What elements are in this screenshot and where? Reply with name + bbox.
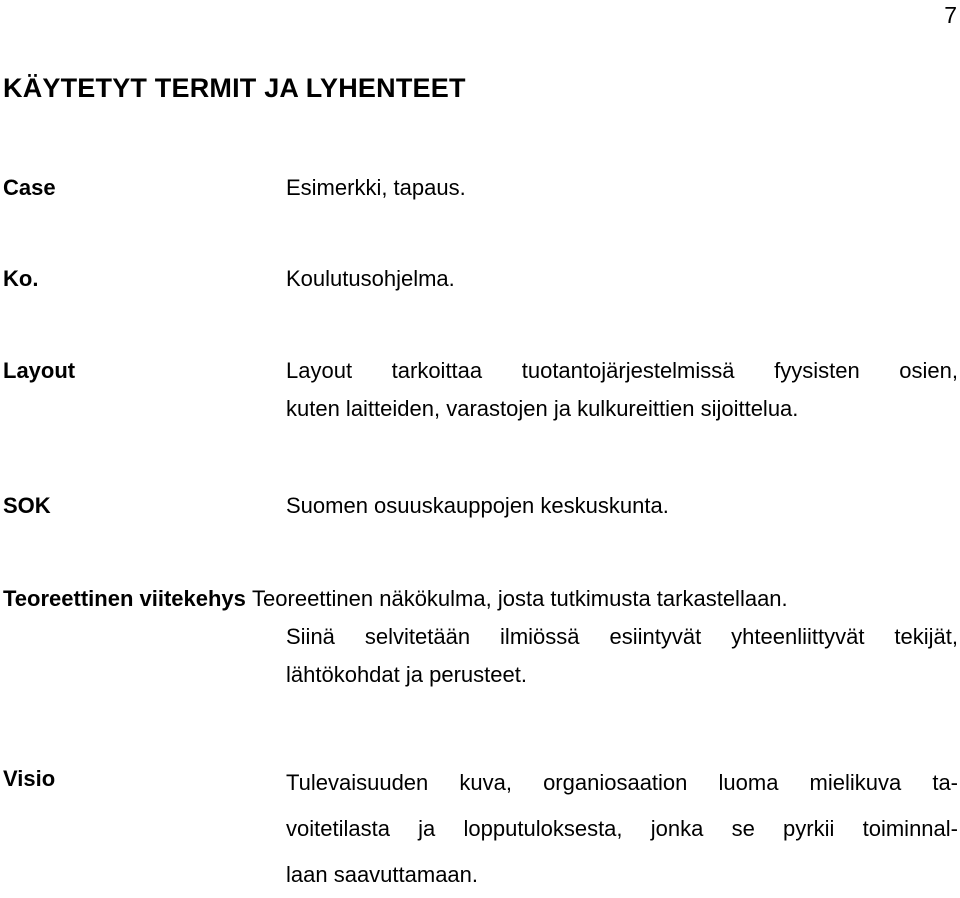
definition-teoreettinen-viitekehys xyxy=(286,618,958,694)
term-label: Teoreettinen viitekehys xyxy=(3,586,246,611)
term-layout: Layout xyxy=(3,358,76,383)
term-visio: Visio xyxy=(3,766,56,791)
definition-sok xyxy=(286,487,958,525)
term-ko: Ko. xyxy=(3,266,39,291)
definition-line: Esimerkki, tapaus. xyxy=(286,175,466,200)
definition-line: Koulutusohjelma. xyxy=(286,266,455,291)
definition-line: laan saavuttamaan. xyxy=(286,862,479,887)
definition-case xyxy=(286,169,958,207)
definition-line: Layout tarkoittaa tuotantojärjestelmissä fyysisten osien, xyxy=(286,358,958,383)
definition-line: Siinä selvitetään ilmiössä esiintyvät yhteenliittyvät tekijät, xyxy=(286,624,958,649)
definition-line: lähtökohdat ja perusteet. xyxy=(286,662,527,687)
definition-line: Suomen osuuskauppojen keskuskunta. xyxy=(286,493,669,518)
term-sok: SOK xyxy=(3,493,51,518)
definition-line: voitetilasta ja lopputuloksesta, jonka se pyrkii toiminnal- xyxy=(286,816,958,841)
definition-line: Tulevaisuuden kuva, organiosaation luoma mielikuva ta- xyxy=(286,770,958,795)
term-case: Case xyxy=(3,175,56,200)
definition-line: kuten laitteiden, varastojen ja kulkureittien sijoittelua. xyxy=(286,396,799,421)
definition-ko xyxy=(286,260,958,298)
page-number: 7 xyxy=(944,2,957,28)
definition-visio xyxy=(286,760,958,898)
page-title: KÄYTETYT TERMIT JA LYHENTEET xyxy=(3,73,466,103)
definition-line: Teoreettinen näkökulma, josta tutkimusta tarkastellaan. xyxy=(252,586,788,611)
term-teoreettinen-viitekehys xyxy=(3,580,788,618)
definition-layout xyxy=(286,352,958,428)
